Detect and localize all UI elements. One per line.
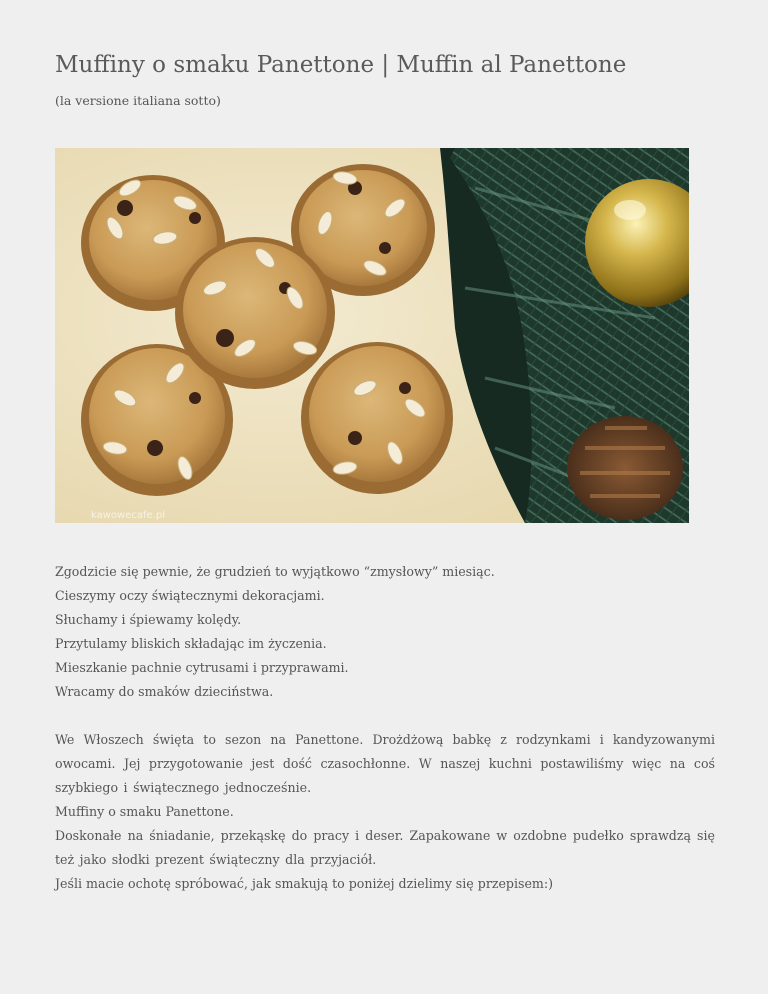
page-subtitle: (la versione italiana sotto) <box>55 93 221 108</box>
intro-line: Wracamy do smaków dzieciństwa. <box>55 684 274 699</box>
body-text <box>55 728 715 896</box>
photo-watermark: kawowecafe.pl <box>91 510 165 521</box>
intro-line: Zgodzicie się pewnie, że grudzień to wyjątkowo “zmysłowy” miesiąc. <box>55 564 495 579</box>
body-paragraph: We Włoszech święta to sezon na Panettone. Drożdżową babkę z rodzynkami i kandyzowanymi owocami. Jej przygotowanie jest dość czasochłonne. W naszej kuchni postawiliśmy więc na coś szybkiego i świątecznego jednocześnie. <box>55 732 715 795</box>
intro-line: Słuchamy i śpiewamy kolędy. <box>55 612 242 627</box>
body-line: Jeśli macie ochotę spróbować, jak smakują to poniżej dzielimy się przepisem:) <box>55 876 554 891</box>
intro-line: Cieszymy oczy świątecznymi dekoracjami. <box>55 588 325 603</box>
muffins-photo <box>55 148 689 523</box>
page-title: Muffiny o smaku Panettone | Muffin al Panettone <box>55 52 627 78</box>
body-line: Doskonałe na śniadanie, przekąskę do pracy i deser. Zapakowane w ozdobne pudełko sprawdzą się też jako słodki prezent świąteczny dla przyjaciół. <box>55 828 715 867</box>
body-line: Muffiny o smaku Panettone. <box>55 804 234 819</box>
intro-line: Mieszkanie pachnie cytrusami i przyprawami. <box>55 660 349 675</box>
intro-line: Przytulamy bliskich składając im życzenia. <box>55 636 327 651</box>
intro-lines <box>55 560 715 704</box>
